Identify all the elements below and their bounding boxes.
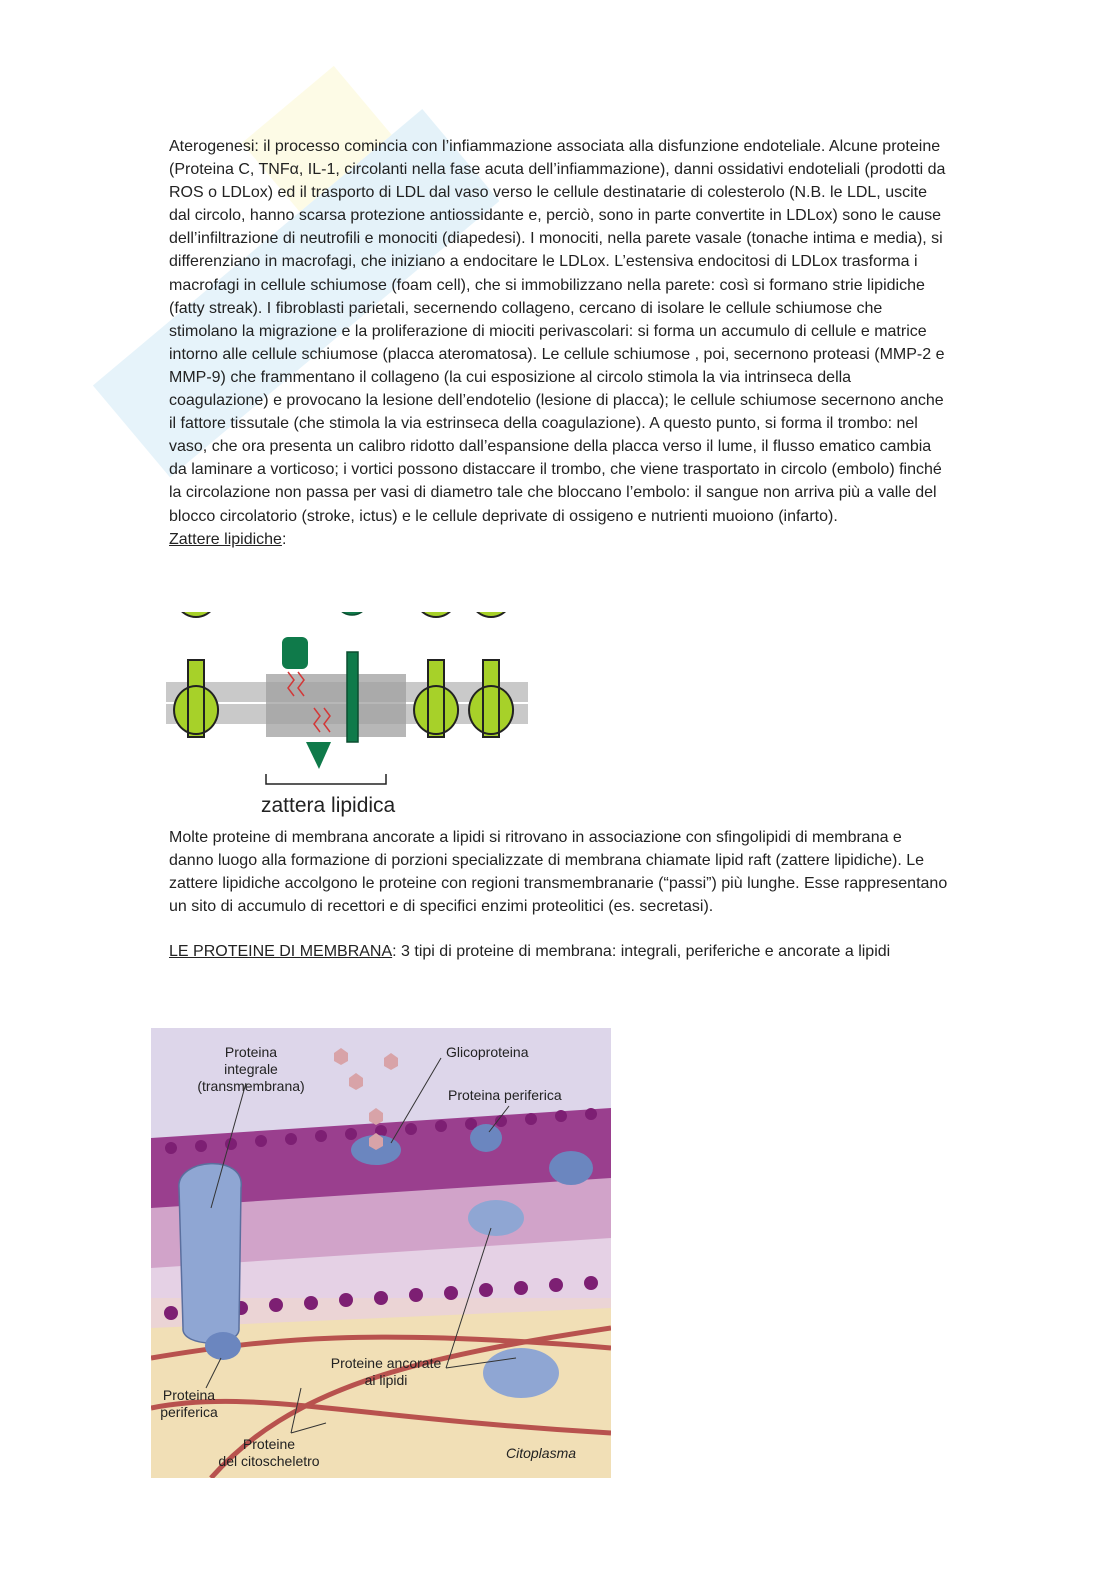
label-peripheral-bottom-1: Proteina [162,1387,216,1403]
atherogenesis-paragraph: Aterogenesi: il processo comincia con l’infiammazione associata alla disfunzione endoteliale. Alcune proteine (Proteina C, TNFα, IL-1, circolanti nella fase acuta dell’infiammazione), danni ossidativi endoteliali (prodotti da ROS o LDLox) ed il trasporto di LDL dal vaso verso le cellule destinatarie di colesterolo (N.B. le LDL, uscite dal circolo, hanno scarsa protezione antiossidante e, perciò, sono in parte convertite in LDLox) sono le cause dell’infiltrazione di neutrofili e monociti (diapedesi). I monociti, nella parete vasale (tonache intima e media), si differenziano in macrofagi, che iniziano a endocitare le LDLox. L’estensiva endocitosi di LDLox trasforma i macrofagi in cellule schiumose (foam cell), che si immobilizzano nella parete: così si formano strie lipidiche (fatty streak). I fibroblasti parietali, secernendo collageno, cercano di isolare le cellule schiumose che stimolano la migrazione e la proliferazione di miociti perivascolari: si forma un accumulo di cellule e matrice intorno alle cellule schiumose (placca ateromatosa). Le cellule schiumose , poi, secernono proteasi (MMP-2 e MMP-9) che frammentano il collageno (la cui esposizione al circolo stimola la via intrinseca della coagulazione) e provocano la lesione dell’endotelio (lesione di placca); le cellule schiumose secernono anche il fattore tissutale (che stimola la via estrinseca della coagulazione). A questo punto, si forma il trombo: nel vaso, che ora presenta un calibro ridotto dall’espansione della placca verso il lume, il flusso ematico cambia da laminare a vorticoso; i vortici possono distaccare il trombo, che viene trasportato in circolo (embolo) finché la circolazione non passa per vasi di diametro tale che bloccano l’embolo: il sangue non arriva più a valle del blocco circolatorio (stroke, ictus) e le cellule deprivate di ossigeno e nutrienti muoiono (infarto). Zattere lipidiche: [169,138,946,548]
integral-protein [179,1164,241,1343]
light-green-lipid-1 [174,612,218,737]
light-green-lipid-2 [414,612,458,737]
label-anchored-2: ai lipidi [364,1372,408,1388]
membrane-proteins-heading: LE PROTEINE DI MEMBRANA [169,943,393,961]
label-peripheral-bottom-2: periferica [160,1404,218,1420]
rafts-heading: Zattere lipidiche [169,530,282,548]
lipid-raft-paragraph: Molte proteine di membrana ancorate a lipidi si ritrovano in associazione con sfingolipidi di membrana e danno luogo alla formazione di porzioni specializzate di membrana chiamate lipid raft (zattere lipidiche). Le zattere lipidiche accolgono le proteine con regioni transmembranarie (“passi”) più lunghe. Esse rappresentano un sito di accumulo di recettori e di specifici enzimi proteolitici (es. secretasi). LE PROTEINE DI MEMBRANA: 3 tipi di proteine di membrana: integrali, periferiche e ancorate a lipidi [169,829,948,961]
label-cytoskeleton-2: del citoscheletro [218,1453,320,1469]
lipid-anchored-protein-1 [468,1200,524,1236]
label-integral-3: (transmembrana) [197,1078,305,1094]
anchored-protein-bottom [306,742,331,769]
corner-protein [549,1151,593,1185]
lipid-anchored-protein-2 [483,1348,559,1398]
peripheral-protein-top [470,1124,502,1152]
label-cytoskeleton-1: Proteine [242,1436,296,1452]
label-integral-1: Proteina [224,1044,278,1060]
light-green-lipid-3 [469,612,513,737]
label-anchored-1: Proteine ancorate [330,1355,442,1371]
raft-label: zattera lipidica [261,794,396,817]
label-glycoprotein: Glicoproteina [446,1044,529,1060]
lipid-raft-figure [166,612,528,827]
peripheral-protein-bottom [205,1332,241,1360]
label-peripheral-top: Proteina periferica [448,1087,562,1103]
anchored-protein-top [282,637,308,669]
label-integral-2: integrale [224,1061,278,1077]
label-cytoplasm: Citoplasma [506,1445,577,1461]
membrane-proteins-figure [151,1028,611,1478]
